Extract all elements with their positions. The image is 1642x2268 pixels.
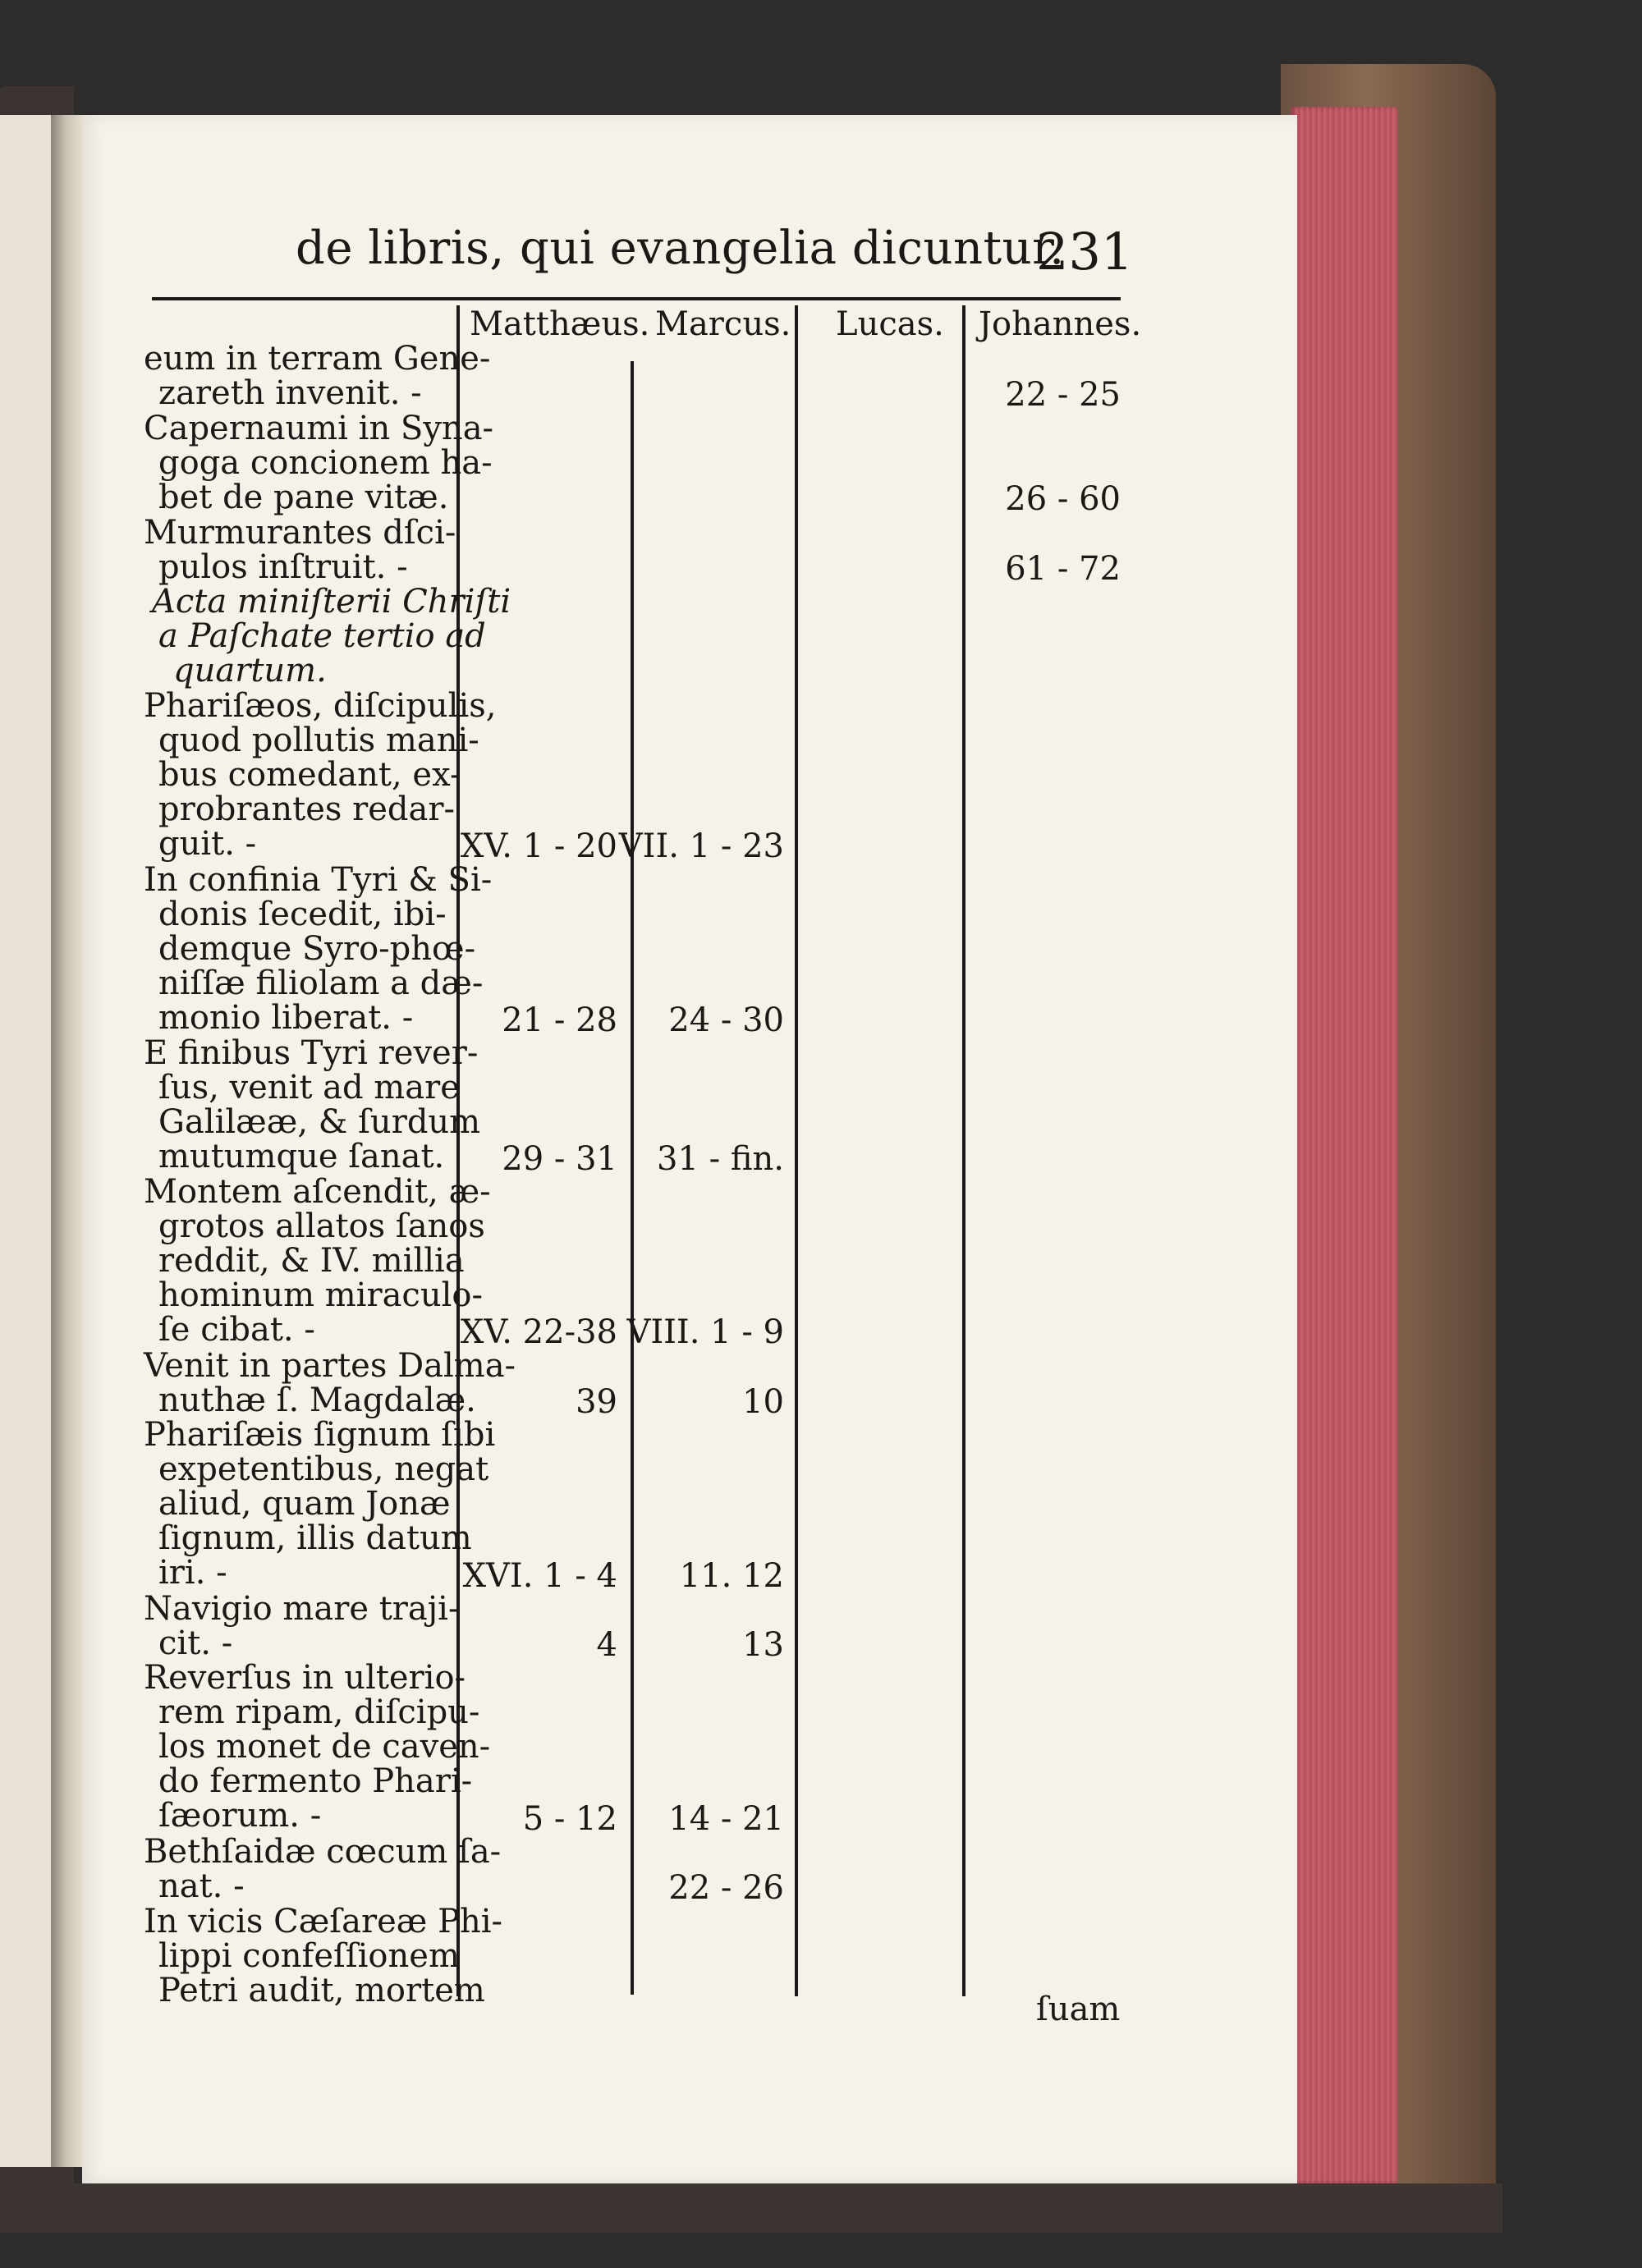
- reference-mark: 24 - 30: [668, 1001, 784, 1039]
- entry-line: Venit in partes Dalma-: [144, 1346, 516, 1385]
- entry-line: Montem aſcendit, æ-: [144, 1173, 491, 1212]
- reference-matthew: XVI. 1 - 4: [462, 1556, 617, 1595]
- column-header-mark: Marcus.: [655, 305, 791, 343]
- entry-line: demque Syro-phœ-: [158, 929, 476, 968]
- entry-description: [144, 1036, 480, 1174]
- reference-matthew: XV. 1 - 20: [460, 827, 617, 866]
- entry-description: [144, 515, 456, 584]
- entry-line: zareth invenit. -: [158, 374, 422, 412]
- entry-line: goga concionem ha-: [158, 443, 493, 482]
- entry-line: Phariſæis ſignum ſibi: [144, 1416, 496, 1455]
- entry-line: quod pollutis mani-: [158, 722, 479, 759]
- entry-line: Reverſus in ulterio-: [144, 1659, 466, 1698]
- reference-john: 22 - 25: [1005, 376, 1121, 415]
- running-title: de libris, qui evangelia dicuntur.: [296, 222, 1065, 275]
- column-rule: [795, 305, 798, 1996]
- entry-line: los monet de caven-: [158, 1728, 491, 1766]
- reference-matthew: XV. 22-38: [460, 1313, 617, 1352]
- reference-mark: 31 - fin.: [657, 1139, 784, 1178]
- header-rule: [152, 297, 1121, 300]
- entry-line: donis ſecedit, ibi-: [158, 895, 447, 933]
- entry-line: monio liberat. -: [158, 998, 414, 1037]
- entry-description: [144, 689, 496, 861]
- entry-line: ſe cibat. -: [158, 1311, 315, 1349]
- entry-line: iri. -: [158, 1554, 227, 1592]
- entry-description: [144, 1346, 516, 1419]
- reference-mark: VIII. 1 - 9: [626, 1313, 784, 1352]
- entry-line: probrantes redar-: [158, 790, 456, 828]
- entry-line: niſſæ filiolam a dæ-: [158, 964, 484, 1002]
- reference-john: 61 - 72: [1005, 549, 1121, 588]
- reference-mark: 14 - 21: [668, 1799, 784, 1838]
- entry-line: In confinia Tyri & Si-: [144, 860, 493, 899]
- entry-line: E finibus Tyri rever-: [144, 1034, 479, 1072]
- entry-line: do fermento Phari-: [158, 1762, 473, 1801]
- entry-line: mutumque ſanat.: [158, 1138, 445, 1175]
- column-header-luke: Lucas.: [836, 305, 944, 343]
- entry-line: reddit, & IV. millia: [158, 1242, 465, 1281]
- entry-line: rem ripam, diſcipu-: [158, 1693, 480, 1732]
- entry-line: expetentibus, negat: [158, 1450, 489, 1489]
- entry-line: Galilææ, & ſurdum: [158, 1103, 481, 1141]
- entry-line: ſignum, illis datum: [158, 1519, 472, 1558]
- entry-line: Phariſæos, diſcipulis,: [144, 687, 497, 725]
- page-number: 231: [1036, 222, 1134, 282]
- entry-description: [144, 1175, 491, 1347]
- column-rule: [962, 305, 965, 1996]
- reference-mark: 13: [742, 1626, 784, 1665]
- catchword: ſuam: [1036, 1991, 1121, 2028]
- entry-line: Murmurantes dſci-: [144, 513, 456, 552]
- entry-line: pulos inſtruit. -: [158, 548, 408, 586]
- entry-line: ſæorum. -: [158, 1797, 322, 1835]
- entry-line: a Paſchate tertio ad: [158, 617, 486, 656]
- gutter-shadow: [51, 115, 84, 2167]
- entry-description: [144, 584, 511, 688]
- reference-matthew: 21 - 28: [502, 1001, 617, 1039]
- entry-line: cit. -: [158, 1624, 233, 1662]
- entry-line: ſus, venit ad mare: [158, 1069, 460, 1107]
- entry-line: nuthæ ſ. Magdalæ.: [158, 1381, 476, 1419]
- entry-line: quartum.: [173, 652, 327, 690]
- entry-line: Navigio mare traji-: [144, 1589, 460, 1628]
- entry-description: [144, 341, 490, 410]
- entry-description: [144, 1904, 502, 2008]
- entry-description: [144, 1832, 502, 1905]
- reference-john: 26 - 60: [1005, 480, 1121, 519]
- entry-line: lippi confeſſionem: [158, 1936, 460, 1975]
- entry-line: eum in terram Gene-: [144, 340, 491, 378]
- column-header-matthew: Matthæus.: [470, 305, 650, 343]
- book-bottom: [0, 2183, 1502, 2233]
- entry-line: bus comedant, ex-: [158, 756, 461, 794]
- page-edges-red: [1291, 107, 1397, 2183]
- reference-matthew: 5 - 12: [522, 1799, 617, 1838]
- entry-line: grotos allatos ſanos: [158, 1207, 485, 1246]
- entry-description: [144, 1418, 495, 1590]
- reference-mark: 22 - 26: [668, 1869, 784, 1908]
- column-header-john: Johannes.: [979, 305, 1142, 343]
- entry-line: Acta miniſterii Chriſti: [152, 583, 511, 621]
- entry-line: aliud, quam Jonæ: [158, 1485, 451, 1523]
- entry-line: nat. -: [158, 1867, 245, 1905]
- reference-matthew: 39: [576, 1383, 617, 1421]
- column-rule: [631, 361, 634, 1995]
- reference-matthew: 4: [596, 1626, 617, 1665]
- entry-line: Bethſaidæ cœcum ſa-: [144, 1832, 502, 1871]
- entry-description: [144, 1661, 490, 1833]
- entry-line: In vicis Cæſareæ Phi-: [144, 1902, 503, 1940]
- entry-description: [144, 860, 493, 1037]
- entry-description: [144, 1589, 460, 1662]
- reference-matthew: 29 - 31: [502, 1139, 617, 1178]
- entry-description: [144, 411, 493, 515]
- entry-line: bet de pane vitæ.: [158, 478, 449, 516]
- reference-mark: 11. 12: [679, 1556, 784, 1595]
- reference-mark: 10: [742, 1383, 784, 1421]
- reference-mark: VII. 1 - 23: [618, 827, 784, 866]
- entry-line: hominum miraculo-: [158, 1276, 483, 1315]
- entry-line: guit. -: [158, 825, 257, 863]
- entry-line: Capernaumi in Syna-: [144, 409, 494, 447]
- entry-line: Petri audit, mortem: [158, 1971, 485, 2009]
